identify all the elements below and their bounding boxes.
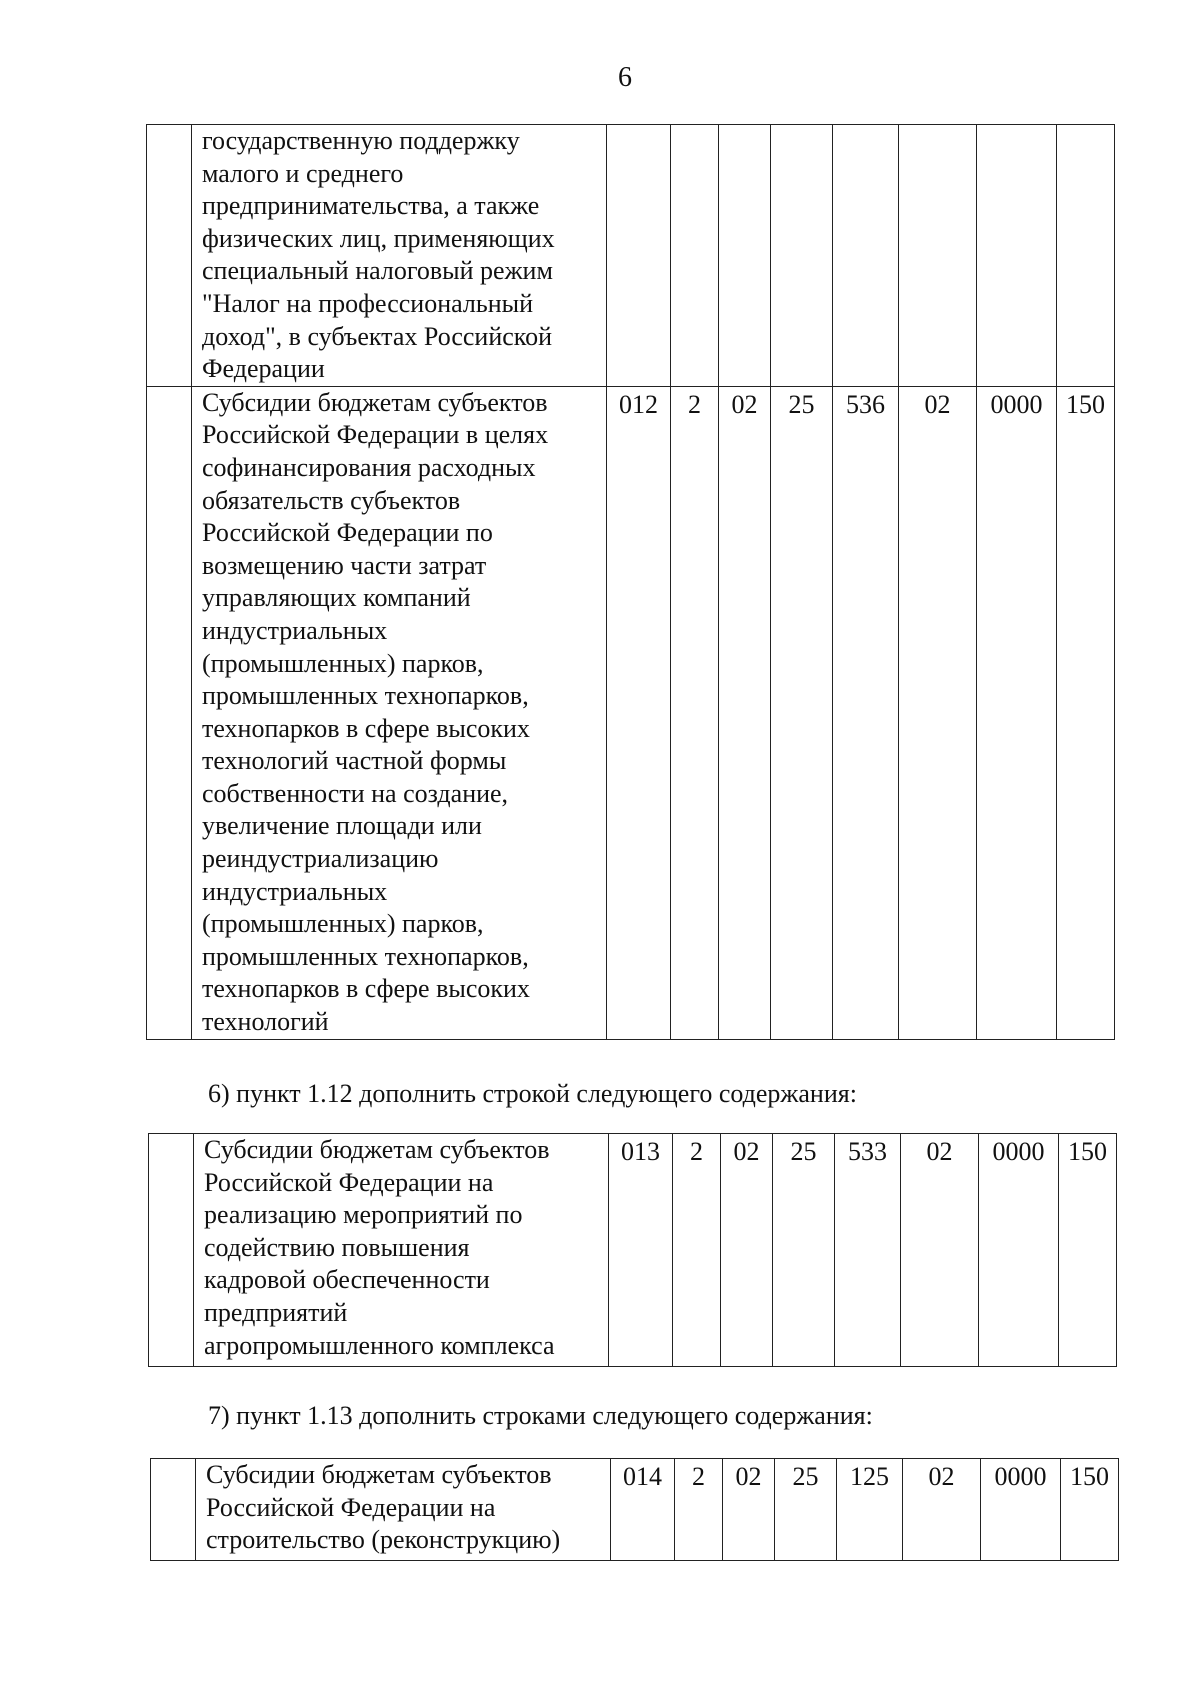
admin-code-cell: 014 — [611, 1459, 675, 1561]
article-code-cell: 25 — [773, 1134, 835, 1367]
subgroup-code-cell: 02 — [719, 386, 771, 1039]
article-code-cell: 25 — [775, 1459, 837, 1561]
economic-code-cell: 150 — [1057, 386, 1115, 1039]
program-code-cell — [977, 125, 1057, 387]
program-code-cell: 0000 — [979, 1134, 1059, 1367]
paragraph-7: 7) пункт 1.13 дополнить строками следующего содержания: — [208, 1401, 873, 1430]
subarticle-code-cell: 125 — [837, 1459, 903, 1561]
subarticle-code-cell: 533 — [835, 1134, 901, 1367]
description-cell: Субсидии бюджетам субъектов Российской Федерации на строительство (реконструкцию) — [196, 1459, 611, 1561]
group-code-cell: 2 — [671, 386, 719, 1039]
table-row — [151, 1459, 1119, 1561]
economic-code-cell — [1057, 125, 1115, 387]
element-code-cell: 02 — [901, 1134, 979, 1367]
budget-codes-table-3 — [150, 1458, 1119, 1561]
page-number: 6 — [618, 62, 632, 93]
budget-codes-table-1 — [146, 124, 1115, 1040]
subarticle-code-cell: 536 — [833, 386, 899, 1039]
economic-code-cell: 150 — [1059, 1134, 1117, 1367]
subgroup-code-cell: 02 — [721, 1134, 773, 1367]
table-row — [147, 125, 1115, 387]
element-code-cell: 02 — [903, 1459, 981, 1561]
row-number-cell — [147, 386, 192, 1039]
admin-code-cell: 013 — [609, 1134, 673, 1367]
group-code-cell: 2 — [675, 1459, 723, 1561]
row-number-cell — [147, 125, 192, 387]
admin-code-cell — [607, 125, 671, 387]
budget-codes-table-2 — [148, 1133, 1117, 1367]
article-code-cell: 25 — [771, 386, 833, 1039]
element-code-cell — [899, 125, 977, 387]
row-number-cell — [149, 1134, 194, 1367]
group-code-cell — [671, 125, 719, 387]
subgroup-code-cell: 02 — [723, 1459, 775, 1561]
group-code-cell: 2 — [673, 1134, 721, 1367]
article-code-cell — [771, 125, 833, 387]
program-code-cell: 0000 — [977, 386, 1057, 1039]
program-code-cell: 0000 — [981, 1459, 1061, 1561]
row-number-cell — [151, 1459, 196, 1561]
description-cell: Субсидии бюджетам субъектов Российской Федерации в целях софинансирования расходных обязательств субъектов Российской Федерации по возмещению части затрат управляющих компаний индустриальных (промышленных) парков, промышленных технопарков, технопарков в сфере высоких технологий частной формы собственности на создание, увеличение площади или реиндустриализацию индустриальных (промышленных) парков, промышленных технопарков, технопарков в сфере высоких технологий — [192, 386, 607, 1039]
admin-code-cell: 012 — [607, 386, 671, 1039]
description-cell: государственную поддержку малого и среднего предпринимательства, а также физических лиц, применяющих специальный налоговый режим "Налог на профессиональный доход", в субъектах Российской Федерации — [192, 125, 607, 387]
table-row — [149, 1134, 1117, 1367]
paragraph-6: 6) пункт 1.12 дополнить строкой следующего содержания: — [208, 1079, 857, 1108]
subgroup-code-cell — [719, 125, 771, 387]
description-cell: Субсидии бюджетам субъектов Российской Федерации на реализацию мероприятий по содействию повышения кадровой обеспеченности предприятий агропромышленного комплекса — [194, 1134, 609, 1367]
subarticle-code-cell — [833, 125, 899, 387]
element-code-cell: 02 — [899, 386, 977, 1039]
table-row — [147, 386, 1115, 1039]
economic-code-cell: 150 — [1061, 1459, 1119, 1561]
